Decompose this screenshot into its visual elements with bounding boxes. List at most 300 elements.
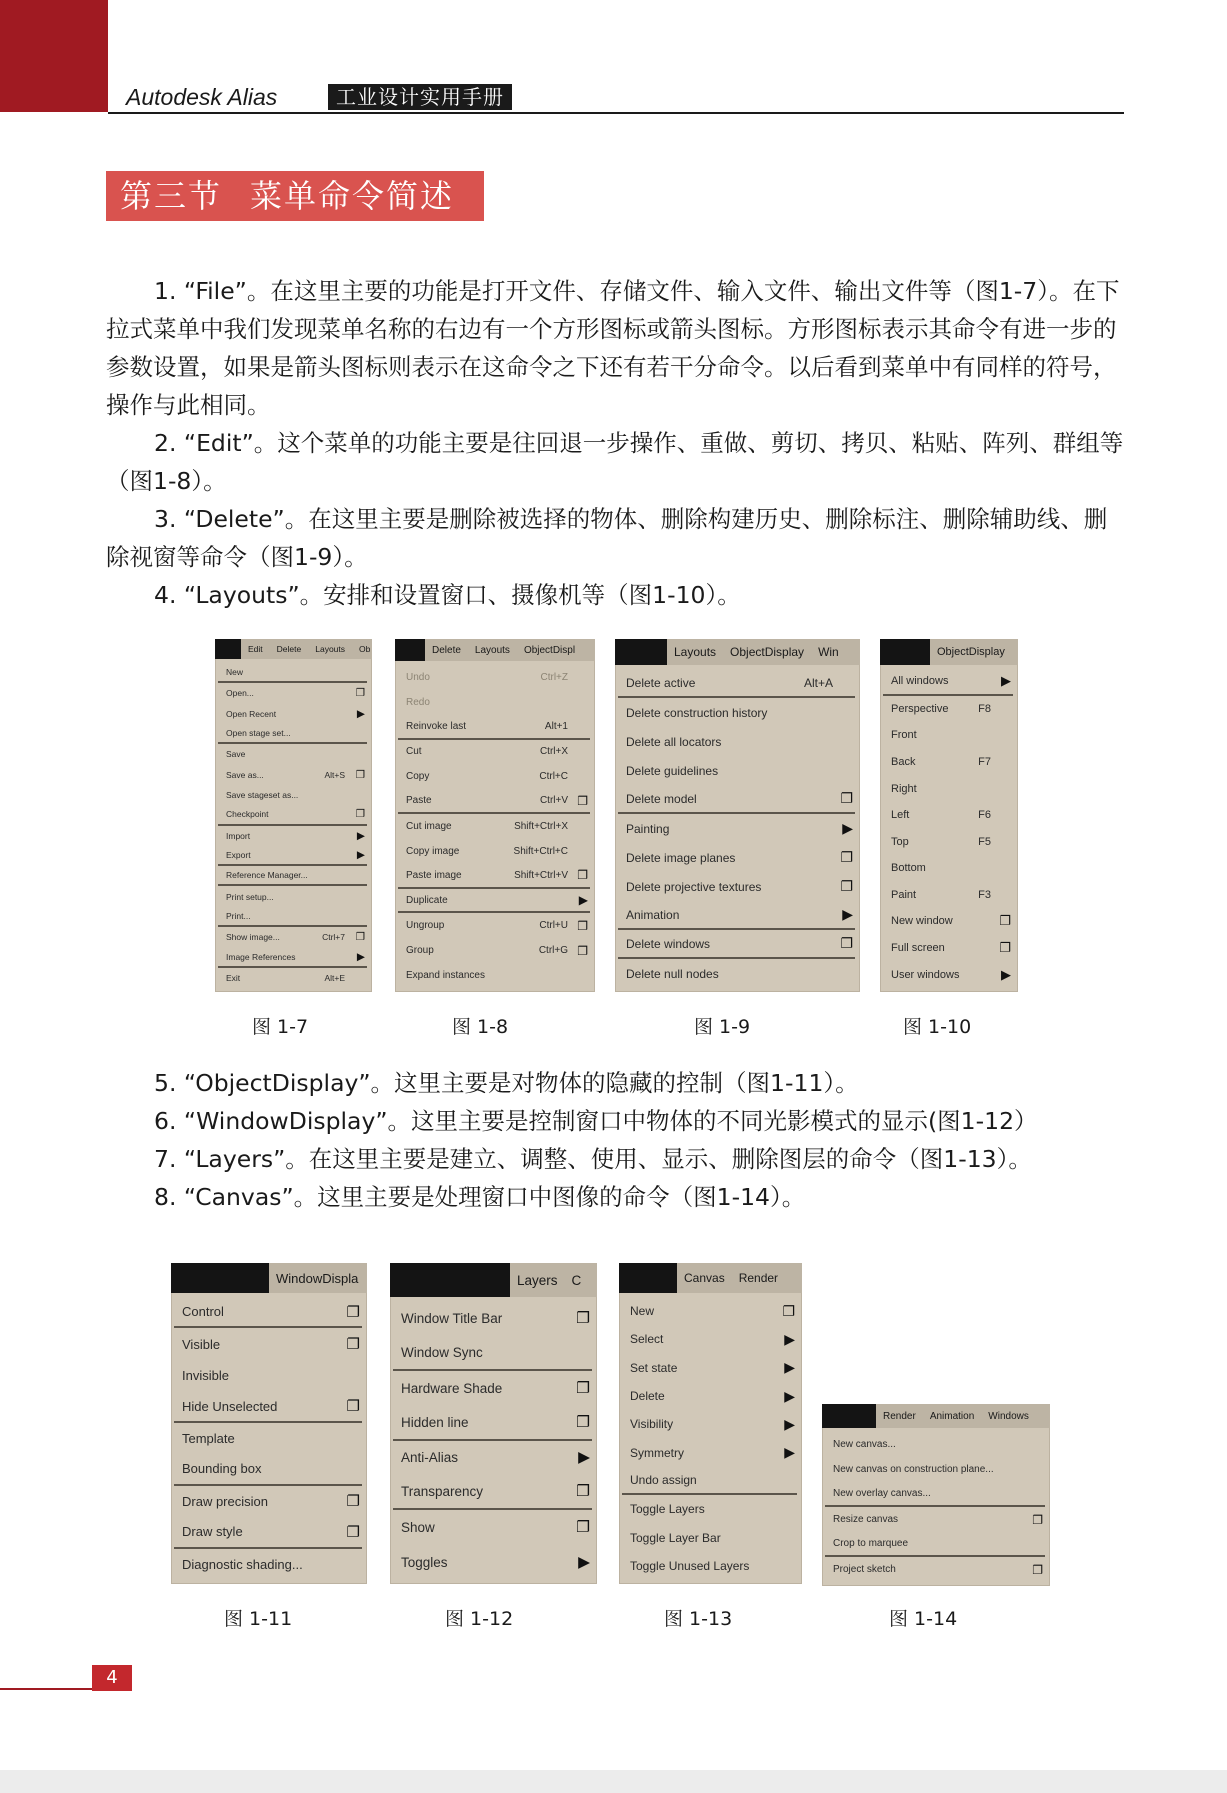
menu-bar — [395, 639, 595, 661]
menu-item-label: Show — [401, 1520, 435, 1536]
menu-bar-item[interactable]: Render — [738, 1271, 779, 1285]
menu-item[interactable] — [883, 935, 1013, 962]
submenu-arrow-icon[interactable]: ▶ — [1001, 966, 1011, 982]
menu-item[interactable] — [218, 785, 367, 805]
menu-dropdown — [393, 1301, 592, 1582]
menu-item[interactable] — [393, 1301, 592, 1336]
menu-item[interactable] — [218, 683, 367, 703]
menu-item-label: Bounding box — [182, 1461, 262, 1477]
option-box-icon[interactable]: ❐ — [346, 1336, 360, 1354]
menu-item[interactable] — [174, 1517, 362, 1548]
submenu-arrow-icon[interactable]: ▶ — [578, 1554, 590, 1572]
option-box-icon[interactable]: ❐ — [840, 878, 853, 894]
menu-item-label: Top — [891, 835, 909, 848]
menu-item[interactable] — [825, 1432, 1045, 1457]
menu-item[interactable] — [618, 901, 855, 930]
menu-item-shortcut: F8 — [978, 702, 991, 715]
menu-item-label: Diagnostic shading... — [182, 1556, 303, 1572]
menu-item[interactable] — [883, 775, 1013, 802]
menu-item-label: Painting — [626, 821, 670, 836]
option-box-icon[interactable]: ❐ — [840, 935, 853, 951]
option-box-icon[interactable]: ❐ — [576, 1309, 590, 1327]
menu-item-label: Toggles — [401, 1555, 448, 1571]
section-number: 第三节 — [120, 177, 223, 215]
menu-item-shortcut: Ctrl+C — [539, 771, 568, 783]
menu-item-shortcut: F7 — [978, 756, 991, 769]
menu-item-label: Ungroup — [406, 920, 445, 932]
figure-delete-menu — [615, 639, 860, 992]
menu-dropdown — [398, 665, 590, 990]
menu-item-label: Checkpoint — [226, 809, 269, 820]
menu-dropdown — [218, 663, 367, 990]
menu-item[interactable] — [218, 826, 367, 846]
menu-dropdown — [622, 1297, 797, 1582]
menu-item-label: Toggle Unused Layers — [630, 1558, 750, 1573]
menu-bar-active-block — [822, 1404, 876, 1428]
menu-item-label: Open Recent — [226, 708, 277, 719]
menu-item-label: Bottom — [891, 862, 926, 875]
menu-item-label: Draw style — [182, 1524, 243, 1540]
menu-item[interactable] — [218, 765, 367, 785]
menu-dropdown — [883, 669, 1013, 990]
menu-item[interactable] — [174, 1360, 362, 1391]
menu-item-label: Window Title Bar — [401, 1310, 503, 1326]
menu-item-shortcut: Ctrl+Z — [540, 671, 568, 683]
menu-item[interactable] — [622, 1297, 797, 1325]
menu-item-label: New canvas on construction plane... — [833, 1464, 994, 1475]
submenu-arrow-icon[interactable]: ▶ — [1001, 673, 1011, 689]
menu-item[interactable] — [398, 889, 590, 914]
menu-item-label: Cut image — [406, 820, 452, 832]
menu-bar-active-block — [215, 639, 241, 659]
menu-item[interactable] — [825, 1557, 1045, 1582]
menu-item[interactable] — [398, 740, 590, 765]
menu-item-label: Paint — [891, 888, 917, 901]
menu-item-label: Toggle Layer Bar — [630, 1530, 721, 1545]
option-box-icon[interactable]: ❐ — [840, 790, 853, 806]
menu-item-label: Symmetry — [630, 1445, 684, 1460]
menu-item[interactable] — [883, 722, 1013, 749]
menu-item[interactable] — [174, 1297, 362, 1328]
menu-item-label: Undo assign — [630, 1472, 697, 1487]
menu-item[interactable] — [883, 961, 1013, 988]
menu-bar-item[interactable]: Layouts — [474, 644, 510, 656]
menu-item-label: Full screen — [891, 942, 945, 955]
menu-bar — [171, 1263, 367, 1293]
menu-item-shortcut: Alt+1 — [544, 720, 568, 732]
menu-item-shortcut: Ctrl+X — [539, 746, 568, 758]
menu-item[interactable] — [218, 886, 367, 906]
menu-item[interactable] — [393, 1475, 592, 1510]
menu-item-label: Redo — [406, 696, 430, 708]
menu-item[interactable] — [618, 814, 855, 843]
menu-item[interactable] — [218, 744, 367, 764]
menu-item-shortcut: F5 — [978, 835, 991, 848]
menu-item-label: Draw precision — [182, 1493, 268, 1509]
menu-item[interactable] — [618, 698, 855, 727]
menu-item-label: New canvas... — [833, 1439, 896, 1450]
menu-bar-item[interactable]: Animation — [929, 1410, 975, 1422]
menu-item[interactable] — [618, 756, 855, 785]
menu-item[interactable] — [398, 690, 590, 715]
menu-item-label: Delete all locators — [626, 734, 722, 749]
menu-item[interactable] — [218, 927, 367, 947]
menu-item-shortcut: Alt+E — [324, 972, 345, 983]
option-box-icon[interactable]: ❐ — [577, 943, 588, 958]
menu-bar-active-block — [395, 639, 425, 661]
menu-bar-item[interactable]: ObjectDispl — [523, 644, 576, 656]
menu-item-label: Show image... — [226, 932, 280, 943]
menu-item[interactable] — [174, 1549, 362, 1580]
menu-item-label: Select — [630, 1332, 664, 1347]
menu-item-label: Toggle Layers — [630, 1502, 705, 1517]
menu-bar — [880, 639, 1018, 665]
menu-item-label: Animation — [626, 907, 680, 922]
menu-item-label: Save stageset as... — [226, 790, 299, 801]
option-box-icon[interactable]: ❐ — [355, 687, 365, 700]
menu-item-label: Save as... — [226, 769, 264, 780]
menu-item-label: Delete construction history — [626, 705, 768, 720]
menu-item-label: Paste — [406, 795, 432, 807]
menu-item[interactable] — [398, 789, 590, 814]
menu-item-label: Back — [891, 756, 916, 769]
option-box-icon[interactable]: ❐ — [576, 1519, 590, 1537]
menu-item-shortcut: Ctrl+G — [538, 945, 568, 957]
menu-bar-item[interactable]: Delete — [276, 644, 302, 654]
menu-item[interactable] — [218, 866, 367, 886]
menu-bar — [619, 1263, 802, 1293]
paragraph-layers: 7. “Layers”。在这里主要是建立、调整、使用、显示、删除图层的命令（图1-13）。 — [154, 1145, 1032, 1173]
menu-item[interactable] — [622, 1410, 797, 1438]
figure-caption: 图 1-11 — [224, 1608, 293, 1630]
menu-item[interactable] — [883, 882, 1013, 909]
menu-item-shortcut: F6 — [978, 809, 991, 822]
menu-item[interactable] — [883, 749, 1013, 776]
menu-dropdown — [174, 1297, 362, 1582]
menu-bar-item[interactable]: ObjectDisplay — [937, 646, 1005, 658]
menu-item-label: Front — [891, 729, 917, 742]
menu-item-label: Invisible — [182, 1368, 229, 1384]
menu-item[interactable] — [174, 1328, 362, 1359]
option-box-icon[interactable]: ❐ — [577, 918, 588, 933]
figure-layers-menu — [619, 1263, 802, 1584]
menu-item-shortcut: Ctrl+V — [539, 795, 568, 807]
menu-bar-item[interactable]: Delete — [432, 644, 461, 656]
menu-item[interactable] — [825, 1482, 1045, 1507]
section-title: 菜单命令简述 — [250, 177, 455, 215]
menu-item-label: Set state — [630, 1360, 678, 1375]
menu-item[interactable] — [622, 1523, 797, 1551]
menu-item-label: Image References — [226, 951, 296, 962]
menu-item[interactable] — [883, 855, 1013, 882]
menu-item-label: Delete image planes — [626, 850, 736, 865]
menu-bar-item[interactable]: Windows — [988, 1410, 1029, 1422]
menu-item[interactable] — [825, 1457, 1045, 1482]
menu-item[interactable] — [393, 1371, 592, 1406]
menu-item-label: Copy image — [406, 845, 460, 857]
menu-item-label: Control — [182, 1304, 224, 1320]
menu-item[interactable] — [618, 959, 855, 988]
menu-item-label: Hardware Shade — [401, 1380, 503, 1396]
menu-item-label: Open... — [226, 688, 254, 699]
menu-item-label: Delete guidelines — [626, 763, 719, 778]
figure-edit-menu — [395, 639, 595, 992]
scan-edge — [0, 1770, 1227, 1793]
menu-bar — [615, 639, 860, 665]
paragraph-edit: 2. “Edit”。这个菜单的功能主要是往回退一步操作、重做、剪切、拷贝、粘贴、阵列、群组等（图1-8）。 — [106, 429, 1124, 495]
menu-item[interactable] — [825, 1532, 1045, 1557]
menu-item-shortcut: Shift+Ctrl+V — [514, 869, 568, 881]
submenu-arrow-icon[interactable]: ▶ — [784, 1415, 795, 1432]
option-box-icon[interactable]: ❐ — [355, 808, 365, 821]
menu-item[interactable] — [174, 1423, 362, 1454]
submenu-arrow-icon[interactable]: ▶ — [578, 893, 588, 908]
menu-item-label: Anti-Alias — [401, 1450, 459, 1466]
menu-item[interactable] — [618, 872, 855, 901]
figure-caption: 图 1-14 — [889, 1608, 958, 1630]
option-box-icon[interactable]: ❐ — [346, 1523, 360, 1541]
menu-item-label: Export — [226, 849, 251, 860]
menu-item[interactable] — [622, 1467, 797, 1495]
menu-item-label: Expand instances — [406, 970, 485, 982]
figure-caption: 图 1-10 — [903, 1016, 972, 1038]
menu-item-label: Cut — [406, 746, 422, 758]
menu-item[interactable] — [398, 938, 590, 963]
option-box-icon[interactable]: ❐ — [576, 1483, 590, 1501]
menu-dropdown — [825, 1432, 1045, 1584]
option-box-icon[interactable]: ❐ — [346, 1493, 360, 1511]
menu-item[interactable] — [398, 715, 590, 740]
menu-item[interactable] — [174, 1391, 362, 1422]
submenu-arrow-icon[interactable]: ▶ — [356, 848, 365, 861]
option-box-icon[interactable]: ❐ — [355, 931, 365, 944]
menu-item[interactable] — [622, 1438, 797, 1466]
menu-bar-active-block — [390, 1263, 510, 1297]
figure-caption: 图 1-13 — [664, 1608, 733, 1630]
menu-bar — [822, 1404, 1050, 1428]
menu-bar-active-block — [619, 1263, 677, 1293]
option-box-icon[interactable]: ❐ — [346, 1303, 360, 1321]
menu-item[interactable] — [883, 802, 1013, 829]
menu-item-shortcut: F3 — [978, 888, 991, 901]
menu-item-label: Crop to marquee — [833, 1538, 909, 1549]
figure-layouts-menu — [880, 639, 1018, 992]
menu-item-label: Reinvoke last — [406, 720, 467, 732]
menu-item[interactable] — [883, 696, 1013, 723]
submenu-arrow-icon[interactable]: ▶ — [784, 1330, 795, 1347]
menu-item[interactable] — [393, 1510, 592, 1545]
menu-bar — [390, 1263, 597, 1297]
submenu-arrow-icon[interactable]: ▶ — [784, 1359, 795, 1376]
menu-item[interactable] — [622, 1552, 797, 1580]
menu-item[interactable] — [825, 1507, 1045, 1532]
option-box-icon[interactable]: ❐ — [999, 940, 1011, 956]
menu-item-label: Right — [891, 782, 917, 795]
menu-item[interactable] — [393, 1441, 592, 1476]
submenu-arrow-icon[interactable]: ▶ — [784, 1444, 795, 1461]
paragraph-file: 1. “File”。在这里主要的功能是打开文件、存储文件、输入文件、输出文件等（图1-7）。在下拉式菜单中我们发现菜单名称的右边有一个方形图标或箭头图标。方形图标表示其命令有进一步的参数设置，如果是箭头图标则表示在这命令之下还有若干分命令。以后看到菜单中有同样的符号，操作与此相同。 — [106, 277, 1120, 419]
menu-item[interactable] — [218, 968, 367, 988]
menu-item[interactable] — [398, 864, 590, 889]
section-heading — [106, 171, 484, 221]
submenu-arrow-icon[interactable]: ▶ — [842, 820, 853, 836]
option-box-icon[interactable]: ❐ — [576, 1379, 590, 1397]
figure-objectdisplay-menu — [171, 1263, 367, 1584]
menu-bar-item[interactable]: Edit — [248, 644, 263, 654]
menu-bar-item[interactable]: Canvas — [684, 1271, 725, 1285]
menu-item-label: Delete windows — [626, 936, 711, 951]
option-box-icon[interactable]: ❐ — [577, 793, 588, 808]
menu-item-label: Group — [406, 945, 434, 957]
menu-item[interactable] — [622, 1354, 797, 1382]
option-box-icon[interactable]: ❐ — [1032, 1512, 1043, 1527]
menu-item[interactable] — [618, 785, 855, 814]
menu-item[interactable] — [218, 704, 367, 724]
menu-item-shortcut: Ctrl+U — [539, 920, 568, 932]
menu-item[interactable] — [218, 724, 367, 744]
menu-item[interactable] — [398, 963, 590, 988]
menu-item[interactable] — [218, 907, 367, 927]
option-box-icon[interactable]: ❐ — [576, 1413, 590, 1431]
menu-item-label: New overlay canvas... — [833, 1488, 931, 1499]
menu-item-label: Import — [226, 830, 251, 841]
menu-bar-item[interactable]: WindowDispla — [276, 1270, 359, 1286]
option-box-icon[interactable]: ❐ — [840, 849, 853, 865]
book-series-title: Autodesk Alias — [126, 84, 278, 110]
menu-item-label: New — [630, 1304, 655, 1319]
menu-item[interactable] — [398, 665, 590, 690]
figure-windowdisplay-menu — [390, 1263, 597, 1584]
menu-item-label: Reference Manager... — [226, 870, 308, 881]
menu-item[interactable] — [398, 913, 590, 938]
menu-item-shortcut: Ctrl+7 — [322, 932, 345, 943]
menu-item[interactable] — [398, 814, 590, 839]
submenu-arrow-icon[interactable]: ▶ — [784, 1387, 795, 1404]
menu-bar-item[interactable]: C — [571, 1272, 582, 1288]
menu-item-label: Delete null nodes — [626, 966, 719, 981]
menu-item[interactable] — [622, 1495, 797, 1523]
menu-item-label: Resize canvas — [833, 1514, 899, 1525]
figure-canvas-menu — [822, 1404, 1050, 1586]
menu-item-label: All windows — [891, 675, 949, 688]
menu-item[interactable] — [618, 727, 855, 756]
menu-item-label: Delete active — [626, 675, 696, 690]
menu-item-label: Delete projective textures — [626, 879, 762, 894]
menu-item-label: Copy — [406, 771, 430, 783]
option-box-icon[interactable]: ❐ — [999, 913, 1011, 929]
menu-item[interactable] — [218, 846, 367, 866]
option-box-icon[interactable]: ❐ — [346, 1398, 360, 1416]
menu-bar-item[interactable]: Layouts — [315, 644, 346, 654]
option-box-icon[interactable]: ❐ — [1032, 1562, 1043, 1577]
menu-item-label: Save — [226, 749, 246, 760]
menu-bar-item[interactable]: Win — [818, 645, 839, 659]
menu-item-label: New — [226, 667, 244, 678]
menu-item-label: Template — [182, 1430, 235, 1446]
figure-caption: 图 1-8 — [452, 1016, 509, 1038]
menu-item-label: Hidden line — [401, 1414, 469, 1430]
paragraph-windowdisplay: 6. “WindowDisplay”。这里主要是控制窗口中物体的不同光影模式的显示(图1-12） — [154, 1107, 1038, 1135]
submenu-arrow-icon[interactable]: ▶ — [842, 906, 853, 922]
menu-item-label: Print... — [226, 910, 251, 921]
menu-item[interactable] — [622, 1325, 797, 1353]
option-box-icon[interactable]: ❐ — [355, 768, 365, 781]
menu-item[interactable] — [398, 839, 590, 864]
menu-item[interactable] — [618, 843, 855, 872]
header-rule — [108, 112, 1124, 114]
menu-item[interactable] — [398, 764, 590, 789]
menu-item[interactable] — [218, 663, 367, 683]
menu-item-label: New window — [891, 915, 953, 928]
menu-item[interactable] — [622, 1382, 797, 1410]
menu-item-label: Exit — [226, 972, 241, 983]
menu-item[interactable] — [218, 947, 367, 967]
option-box-icon[interactable]: ❐ — [782, 1302, 795, 1319]
menu-item-label: Undo — [406, 671, 430, 683]
menu-item[interactable] — [883, 669, 1013, 696]
menu-item-label: Window Sync — [401, 1344, 483, 1360]
submenu-arrow-icon[interactable]: ▶ — [356, 950, 365, 963]
menu-item[interactable] — [618, 669, 855, 698]
figure-file-menu — [215, 639, 372, 992]
menu-bar — [215, 639, 372, 659]
menu-bar-item[interactable]: Layouts — [674, 645, 717, 659]
menu-bar-item[interactable]: Layers — [517, 1272, 558, 1288]
submenu-arrow-icon[interactable]: ▶ — [578, 1449, 590, 1467]
menu-bar-active-block — [880, 639, 930, 665]
figure-caption: 图 1-9 — [694, 1016, 751, 1038]
menu-item-shortcut: Shift+Ctrl+C — [513, 845, 568, 857]
menu-item[interactable] — [393, 1336, 592, 1371]
menu-bar-active-block — [615, 639, 667, 665]
menu-item[interactable] — [618, 930, 855, 959]
menu-bar-active-block — [171, 1263, 269, 1293]
menu-item-label: Project sketch — [833, 1564, 896, 1575]
page-number: 4 — [92, 1665, 132, 1691]
paragraph-delete: 3. “Delete”。在这里主要是删除被选择的物体、删除构建历史、删除标注、删除辅助线、删除视窗等命令（图1-9）。 — [106, 505, 1108, 571]
menu-item-label: Perspective — [891, 702, 949, 715]
menu-bar-item[interactable]: Ob — [359, 644, 371, 654]
menu-item[interactable] — [174, 1454, 362, 1485]
menu-item[interactable] — [883, 828, 1013, 855]
menu-item[interactable] — [393, 1406, 592, 1441]
menu-item-label: Delete — [630, 1389, 665, 1404]
menu-bar-item[interactable]: Render — [883, 1410, 916, 1422]
submenu-arrow-icon[interactable]: ▶ — [356, 829, 365, 842]
menu-item-label: Duplicate — [406, 894, 448, 906]
menu-item-label: User windows — [891, 968, 960, 981]
menu-item-shortcut: Alt+A — [803, 675, 833, 690]
paragraph-layouts: 4. “Layouts”。安排和设置窗口、摄像机等（图1-10）。 — [154, 581, 741, 609]
menu-item-label: Print setup... — [226, 891, 274, 902]
option-box-icon[interactable]: ❐ — [577, 868, 588, 883]
menu-item[interactable] — [393, 1545, 592, 1580]
menu-dropdown — [618, 669, 855, 990]
menu-item-label: Paste image — [406, 869, 462, 881]
menu-item[interactable] — [174, 1486, 362, 1517]
menu-bar-item[interactable]: ObjectDisplay — [730, 645, 805, 659]
menu-item[interactable] — [218, 805, 367, 825]
book-title-badge: 工业设计实用手册 — [328, 84, 512, 110]
menu-item-label: Left — [891, 809, 910, 822]
submenu-arrow-icon[interactable]: ▶ — [356, 707, 365, 720]
menu-item-shortcut: Alt+S — [324, 769, 345, 780]
menu-item-shortcut: Shift+Ctrl+X — [514, 820, 568, 832]
figure-caption: 图 1-7 — [252, 1016, 309, 1038]
menu-item[interactable] — [883, 908, 1013, 935]
menu-item-label: Transparency — [401, 1484, 484, 1500]
figure-caption: 图 1-12 — [445, 1608, 514, 1630]
